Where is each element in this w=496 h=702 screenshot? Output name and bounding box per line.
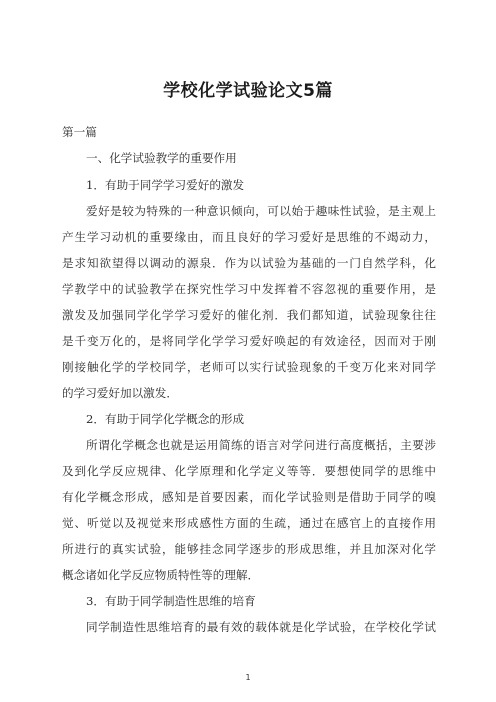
paragraph-line: 有化学概念形成，感知是首要因素，而化学试验则是借助于同学的嗅 xyxy=(62,490,436,504)
paragraph-line: 学教学中的试验教学在探究性学习中发挥着不容忽视的重要作用，是 xyxy=(62,282,436,296)
paragraph-line: 觉、听觉以及视觉来形成感性方面的生疏，通过在感官上的直接作用 xyxy=(62,516,436,530)
subheading-3: 3．有助于同学制造性思维的培育 xyxy=(86,594,256,608)
paragraph-line: 产生学习动机的重要缘由，而且良好的学习爱好是思维的不竭动力， xyxy=(62,230,436,244)
paragraph-line: 的学习爱好加以激发． xyxy=(62,386,178,400)
paragraph-line: 是求知欲望得以调动的源泉．作为以试验为基础的一门自然学科，化 xyxy=(62,256,436,270)
paragraph-line: 爱好是较为特殊的一种意识倾向，可以始于趣味性试验，是主观上 xyxy=(86,204,436,218)
paragraph-line: 及到化学反应规律、化学原理和化学定义等等．要想使同学的思维中 xyxy=(62,464,436,478)
subheading-2: 2．有助于同学化学概念的形成 xyxy=(86,412,245,426)
paragraph-line: 同学制造性思维培育的最有效的载体就是化学试验，在学校化学试 xyxy=(86,620,436,634)
section-label: 第一篇 xyxy=(62,125,97,139)
paragraph-line: 所谓化学概念也就是运用简练的语言对学问进行高度概括，主要涉 xyxy=(86,438,436,452)
paragraph-line: 激发及加强同学化学学习爱好的催化剂．我们都知道，试验现象往往 xyxy=(62,308,436,322)
paragraph-line: 是千变万化的，是将同学化学学习爱好唤起的有效途径，因而对于刚 xyxy=(62,334,436,348)
subheading-1: 1．有助于同学学习爱好的激发 xyxy=(86,178,245,192)
paragraph-line: 刚接触化学的学校同学，老师可以实行试验现象的千变万化来对同学 xyxy=(62,360,436,374)
page-number: 1 xyxy=(245,673,251,682)
heading-1: 一、化学试验教学的重要作用 xyxy=(86,151,237,165)
document-title: 学校化学试验论文5篇 xyxy=(163,81,333,101)
paragraph-line: 所进行的真实试验，能够挂念同学逐步的形成思维，并且加深对化学 xyxy=(62,542,436,556)
paragraph-line: 概念诸如化学反应物质特性等的理解． xyxy=(62,568,260,582)
